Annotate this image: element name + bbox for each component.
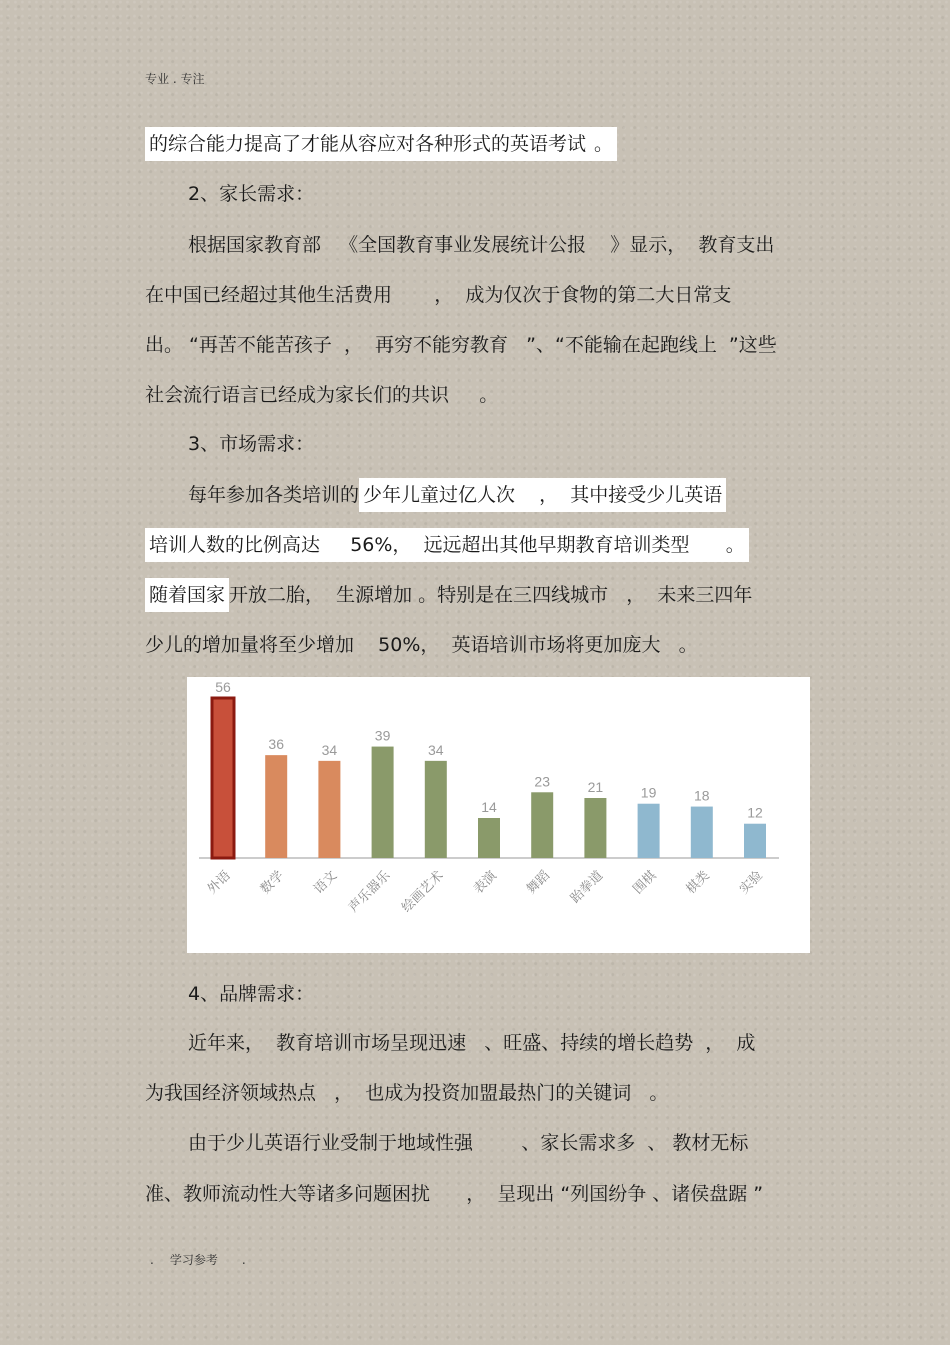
category-label: 实验 [736,868,766,898]
text-line: 由于少儿英语行业受制于地域性强 、家长需求多 、 教材无标 [188,1132,749,1154]
footer-dot: . [150,1253,154,1267]
bar [265,755,287,858]
data-label: 18 [694,787,710,804]
section-heading: 2、家长需求： [188,183,315,205]
text-line [188,482,726,508]
bar [638,804,660,858]
data-label: 34 [428,741,444,758]
text-line: 出。 “再苦不能苦孩子 ， 再穷不能穷教育 ”、“不能输在起跑线上 ”这些 [145,334,777,356]
text-line [145,532,749,558]
category-label: 舞蹈 [524,868,554,898]
category-label: 语文 [311,868,341,898]
text-line [145,131,617,157]
text-line: 根据国家教育部 《全国教育事业发展统计公报 》显示， 教育支出 [188,234,775,256]
text-line: 社会流行语言已经成为家长们的共识 。 [145,384,499,406]
page-footer [150,1251,246,1268]
data-label: 21 [587,779,604,795]
category-label: 表演 [470,868,500,898]
section-heading: 4、品牌需求： [188,983,315,1005]
highlighted-text: 的综合能力提高了才能从容应对各种形式的英语考试 [145,127,590,161]
category-label: 数学 [258,868,288,898]
bar [425,761,447,858]
bar [531,792,553,858]
category-label: 外语 [204,868,234,898]
category-label: 跆拳道 [568,868,607,907]
category-label: 声乐器乐 [346,868,394,916]
text-line: 在中国已经超过其他生活费用 ， 成为仅次于食物的第二大日常支 [145,284,732,306]
footer-label: 学习参考 [169,1253,218,1267]
bar [318,761,340,858]
data-label: 34 [321,741,338,758]
bar [744,824,766,858]
bar [478,818,500,858]
highlighted-text: 培训人数的比例高达 56%， 远远超出其他早期教育培训类型 。 [145,528,749,562]
footer-dot: . [241,1253,246,1267]
bar-chart [187,677,810,953]
page-header: 专业 . 专注 [145,72,205,86]
text-line: 近年来， 教育培训市场呈现迅速 、旺盛、持续的增长趋势 ， 成 [188,1032,756,1054]
bar [212,698,234,858]
text-line [145,582,752,608]
data-label: 14 [481,799,497,815]
section-heading: 3、市场需求： [188,433,315,455]
bar-chart-svg [187,677,810,953]
highlighted-text: 随着国家 [145,578,229,612]
text-line: 少儿的增加量将至少增加 50%， 英语培训市场将更加庞大 。 [145,634,698,656]
text-span: 每年参加各类培训的 [188,484,360,506]
data-label: 39 [374,727,391,744]
text-span: 开放二胎， 生源增加 。特别是在三四线城市 ， 未来三四年 [229,584,753,606]
highlighted-text: 少年儿童过亿人次 ， 其中接受少儿英语 [359,478,726,512]
bar [372,747,394,858]
data-label: 36 [268,736,284,753]
data-label: 12 [747,804,763,821]
text-line: 准、教师流动性大等诸多问题困扰 ， 呈现出 “列国纷争 、诸侯盘踞 ” [145,1183,764,1205]
bar [691,807,713,858]
category-label: 围棋 [630,868,660,898]
text-line: 为我国经济领域热点 ， 也成为投资加盟最热门的关键词 。 [145,1082,669,1104]
data-label: 19 [640,784,657,801]
bar [584,798,606,858]
highlighted-text: 。 [590,127,617,161]
category-label: 棋类 [683,868,713,898]
data-label: 56 [215,679,231,695]
data-label: 23 [534,773,550,790]
category-label: 绘画艺术 [399,868,447,916]
